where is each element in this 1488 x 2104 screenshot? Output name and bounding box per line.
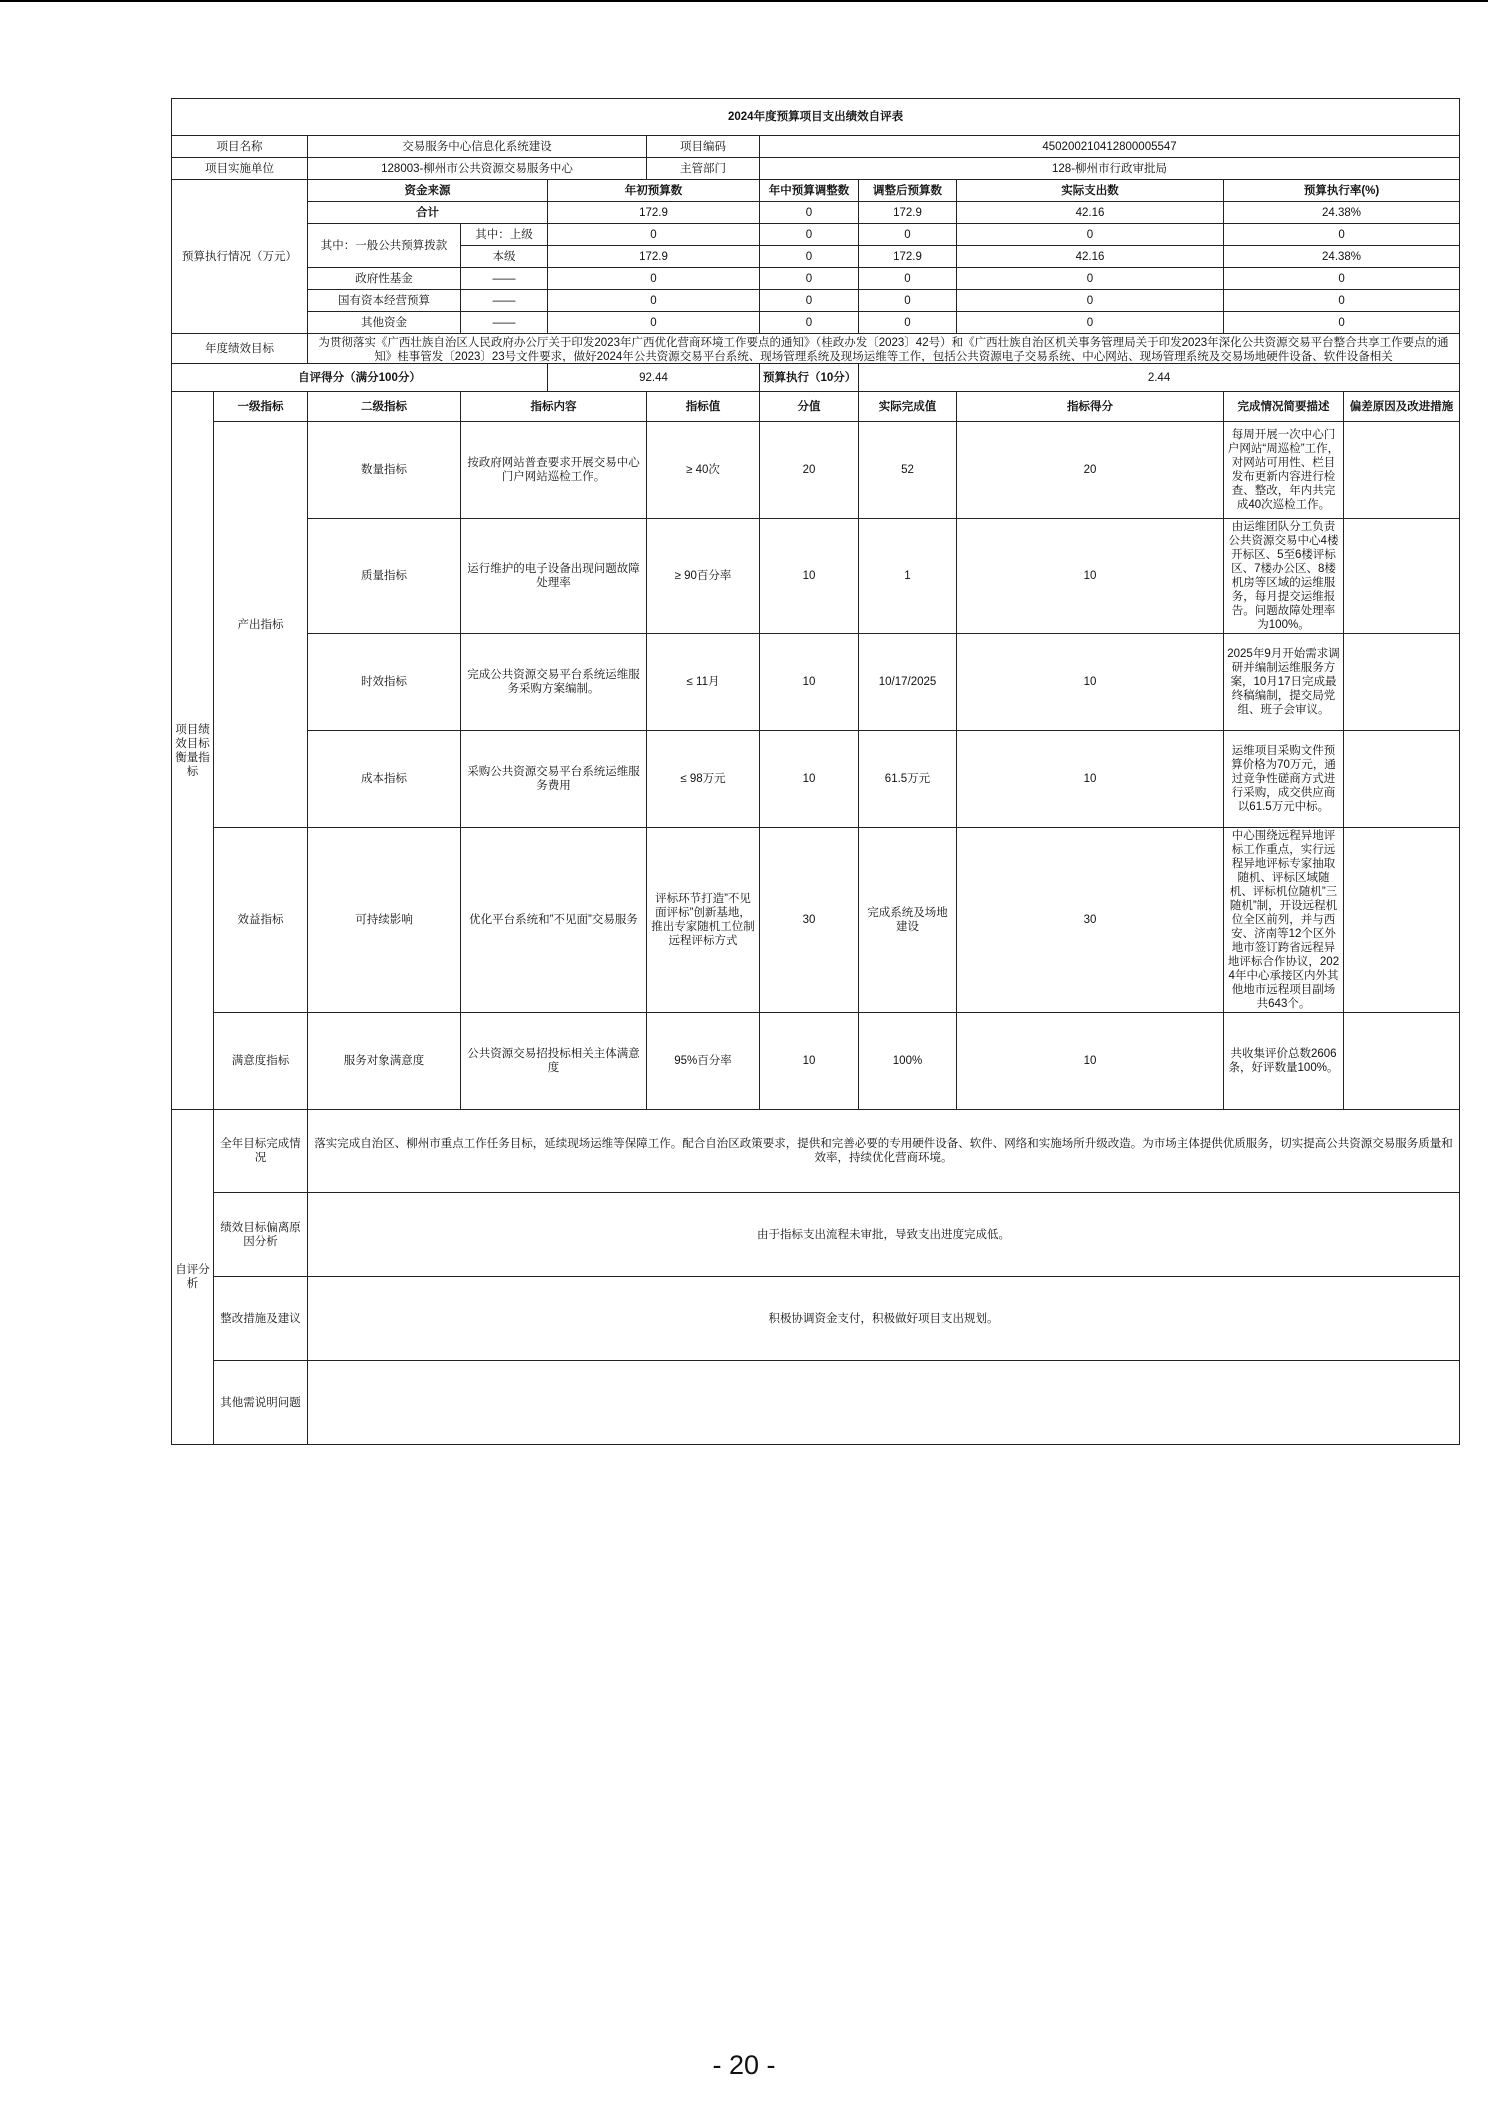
budget-cell: 0: [760, 246, 859, 268]
budget-section-label: 预算执行情况（万元）: [172, 180, 308, 334]
budget-exec-value: 2.44: [859, 364, 1460, 392]
indicator-actual: 61.5万元: [859, 731, 957, 828]
indicator-content: 优化平台系统和”不见面”交易服务: [461, 828, 647, 1013]
indicator-target: ≤ 98万元: [647, 731, 760, 828]
indicator-deviation: [1344, 731, 1460, 828]
indicator-header: 指标内容: [461, 392, 647, 422]
indicator-header: 指标值: [647, 392, 760, 422]
budget-cell: 0: [548, 224, 760, 246]
annual-goal-text: 为贯彻落实《广西壮族自治区人民政府办公厅关于印发2023年广西优化营商环境工作要点的通知》（桂政办发〔2023〕42号）和《广西壮族自治区机关事务管理局关于印发2023年深化公共资源交易平台整合共享工作要点的通知》桂事管发〔2023〕23号文件要求，做好2024年公共资源交易平台系统、现场管理系统及现场运维等工作，包括公共资源电子交易系统、中心网站、现场管理系统及交易场地硬件设备、软件设备相关: [318, 336, 1449, 362]
indicator-points: 20: [760, 422, 859, 519]
evaluation-sheet: [171, 98, 1459, 1445]
budget-cell: 0: [957, 290, 1224, 312]
indicator-desc: 中心围绕远程异地评标工作重点，实行远程异地评标专家抽取随机、评标区域随机、评标机位随机”三随机”制，开设远程机位全区前列，并与西安、济南等12个区外地市签订跨省远程异地评标合作协议，2024年中心承接区内外其他地市远程项目副场共643个。: [1224, 828, 1344, 1013]
budget-header-after: 调整后预算数: [859, 180, 957, 202]
supervising-dept: 128-柳州市行政审批局: [760, 158, 1460, 180]
state-capital-label: 国有资本经营预算: [308, 290, 461, 312]
indicator-desc: 每周开展一次中心门户网站“周巡检”工作，对网站可用性、栏目发布更新内容进行检查、整改，年内共完成40次巡检工作。: [1224, 422, 1344, 519]
indicator-target: 95%百分率: [647, 1013, 760, 1110]
indicator-deviation: [1344, 1013, 1460, 1110]
budget-cell: 0: [760, 268, 859, 290]
page-top-border: [0, 0, 1488, 2]
budget-cell: 0: [859, 224, 957, 246]
indicator-content: 采购公共资源交易平台系统运维服务费用: [461, 731, 647, 828]
budget-cell: 0: [548, 290, 760, 312]
indicator-header: 指标得分: [957, 392, 1224, 422]
budget-cell: 0: [548, 268, 760, 290]
analysis-label: 全年目标完成情况: [214, 1110, 308, 1193]
budget-cell: 0: [957, 268, 1224, 290]
analysis-label: 整改措施及建议: [214, 1277, 308, 1361]
budget-local-label: 本级: [461, 246, 548, 268]
evaluation-table: [171, 98, 1460, 1445]
indicator-desc: 共收集评价总数2606条，好评数量100%。: [1224, 1013, 1344, 1110]
benefit-indicator-label: 效益指标: [214, 828, 308, 1013]
budget-upper-label: 其中：上级: [461, 224, 548, 246]
analysis-section-label: 自评分析: [172, 1110, 214, 1445]
annual-goal-label: 年度绩效目标: [172, 334, 308, 364]
indicator-score: 10: [957, 1013, 1224, 1110]
dash: ——: [461, 268, 548, 290]
budget-header-actual: 实际支出数: [957, 180, 1224, 202]
output-indicator-label: 产出指标: [214, 422, 308, 828]
implementing-unit-label: 项目实施单位: [172, 158, 308, 180]
indicator-l2: 时效指标: [308, 634, 461, 731]
indicator-header: 二级指标: [308, 392, 461, 422]
analysis-text: 积极协调资金支付，积极做好项目支出规划。: [308, 1277, 1460, 1361]
budget-cell: 0: [1224, 290, 1460, 312]
budget-cell: 0: [859, 290, 957, 312]
project-code-label: 项目编码: [647, 136, 760, 158]
indicator-points: 10: [760, 1013, 859, 1110]
indicator-score: 10: [957, 634, 1224, 731]
indicator-points: 30: [760, 828, 859, 1013]
budget-cell: 0: [859, 312, 957, 334]
indicator-actual: 完成系统及场地建设: [859, 828, 957, 1013]
indicator-header: 实际完成值: [859, 392, 957, 422]
indicator-header: 一级指标: [214, 392, 308, 422]
indicator-score: 30: [957, 828, 1224, 1013]
other-funds-label: 其他资金: [308, 312, 461, 334]
indicator-target: ≥ 90百分率: [647, 519, 760, 634]
budget-cell: 0: [760, 202, 859, 224]
indicator-l2: 数量指标: [308, 422, 461, 519]
project-name-label: 项目名称: [172, 136, 308, 158]
analysis-text: 由于指标支出流程未审批，导致支出进度完成低。: [308, 1193, 1460, 1277]
budget-cell: 24.38%: [1224, 202, 1460, 224]
indicator-l2: 质量指标: [308, 519, 461, 634]
budget-cell: 172.9: [859, 246, 957, 268]
analysis-label: 绩效目标偏离原因分析: [214, 1193, 308, 1277]
indicator-header: 分值: [760, 392, 859, 422]
page-number: - 20 -: [712, 2050, 776, 2080]
analysis-text: [308, 1361, 1460, 1445]
satisfaction-indicator-label: 满意度指标: [214, 1013, 308, 1110]
budget-cell: 42.16: [957, 202, 1224, 224]
analysis-text: 落实完成自治区、柳州市重点工作任务目标，延续现场运维等保障工作。配合自治区政策要求，提供和完善必要的专用硬件设备、软件、网络和实施场所升级改造。为市场主体提供优质服务，切实提高公共资源交易服务质量和效率，持续优化营商环境。: [308, 1110, 1460, 1193]
project-name: 交易服务中心信息化系统建设: [308, 136, 647, 158]
indicator-points: 10: [760, 519, 859, 634]
gov-fund-label: 政府性基金: [308, 268, 461, 290]
indicator-target: ≤ 11月: [647, 634, 760, 731]
indicator-l2: 可持续影响: [308, 828, 461, 1013]
self-score-label: 自评得分（满分100分）: [172, 364, 548, 392]
implementing-unit: 128003-柳州市公共资源交易服务中心: [308, 158, 647, 180]
budget-header-initial: 年初预算数: [548, 180, 760, 202]
indicator-points: 10: [760, 731, 859, 828]
indicator-actual: 10/17/2025: [859, 634, 957, 731]
dash: ——: [461, 312, 548, 334]
indicator-deviation: [1344, 519, 1460, 634]
indicator-l2: 成本指标: [308, 731, 461, 828]
budget-header-rate: 预算执行率(%): [1224, 180, 1460, 202]
indicator-deviation: [1344, 422, 1460, 519]
indicator-desc: 2025年9月开始需求调研并编制运维服务方案，10月17日完成最终稿编制，提交局党组、班子会审议。: [1224, 634, 1344, 731]
indicators-section-label: 项目绩效目标衡量指标: [172, 392, 214, 1110]
indicator-score: 20: [957, 422, 1224, 519]
indicator-header: 偏差原因及改进措施: [1344, 392, 1460, 422]
budget-cell: 172.9: [859, 202, 957, 224]
budget-cell: 172.9: [548, 202, 760, 224]
indicator-score: 10: [957, 731, 1224, 828]
page-title: 2024年度预算项目支出绩效自评表: [172, 99, 1460, 136]
budget-exec-label: 预算执行（10分）: [760, 364, 859, 392]
budget-cell: 0: [1224, 268, 1460, 290]
indicator-score: 10: [957, 519, 1224, 634]
indicator-target: 评标环节打造”不见面评标”创新基地，推出专家随机工位制远程评标方式: [647, 828, 760, 1013]
indicator-actual: 1: [859, 519, 957, 634]
budget-cell: 0: [957, 224, 1224, 246]
budget-cell: 0: [1224, 224, 1460, 246]
indicator-header: 完成情况简要描述: [1224, 392, 1344, 422]
indicator-actual: 100%: [859, 1013, 957, 1110]
budget-cell: 24.38%: [1224, 246, 1460, 268]
budget-cell: 42.16: [957, 246, 1224, 268]
budget-cell: 0: [548, 312, 760, 334]
supervising-dept-label: 主管部门: [647, 158, 760, 180]
budget-cell: 0: [760, 224, 859, 246]
indicator-content: 完成公共资源交易平台系统运维服务采购方案编制。: [461, 634, 647, 731]
general-budget-label: 其中：一般公共预算拨款: [308, 224, 461, 268]
budget-header-source: 资金来源: [308, 180, 548, 202]
budget-cell: 172.9: [548, 246, 760, 268]
self-score-value: 92.44: [548, 364, 760, 392]
dash: ——: [461, 290, 548, 312]
budget-total-label: 合计: [308, 202, 548, 224]
indicator-desc: 运维项目采购文件预算价格为70万元，通过竞争性磋商方式进行采购，成交供应商以61.5万元中标。: [1224, 731, 1344, 828]
analysis-label: 其他需说明问题: [214, 1361, 308, 1445]
indicator-points: 10: [760, 634, 859, 731]
indicator-deviation: [1344, 634, 1460, 731]
budget-cell: 0: [859, 268, 957, 290]
budget-header-adjust: 年中预算调整数: [760, 180, 859, 202]
indicator-actual: 52: [859, 422, 957, 519]
budget-cell: 0: [1224, 312, 1460, 334]
budget-cell: 0: [760, 290, 859, 312]
budget-cell: 0: [957, 312, 1224, 334]
indicator-content: 公共资源交易招投标相关主体满意度: [461, 1013, 647, 1110]
indicator-content: 运行维护的电子设备出现问题故障处理率: [461, 519, 647, 634]
project-code: 450200210412800005547: [760, 136, 1460, 158]
indicator-desc: 由运维团队分工负责公共资源交易中心4楼开标区、5至6楼评标区、7楼办公区、8楼机房等区域的运维服务，每月提交运维报告。问题故障处理率为100%。: [1224, 519, 1344, 634]
indicator-l2: 服务对象满意度: [308, 1013, 461, 1110]
budget-cell: 0: [760, 312, 859, 334]
indicator-target: ≥ 40次: [647, 422, 760, 519]
indicator-deviation: [1344, 828, 1460, 1013]
indicator-content: 按政府网站普查要求开展交易中心门户网站巡检工作。: [461, 422, 647, 519]
